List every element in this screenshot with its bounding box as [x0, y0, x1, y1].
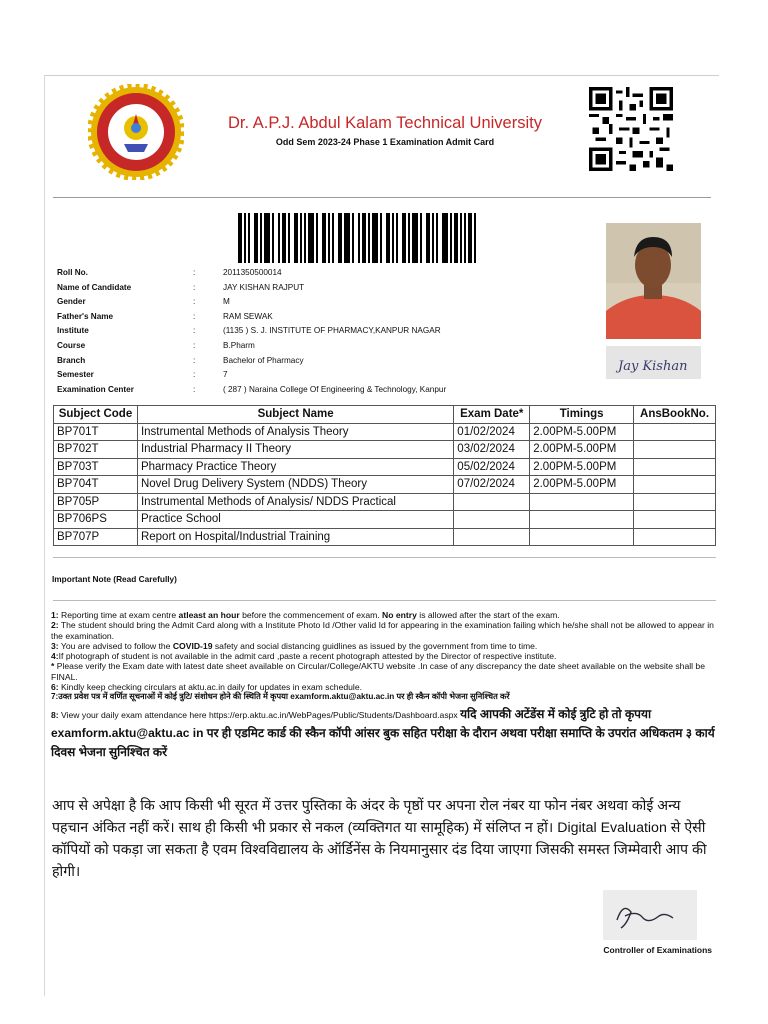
exam-date-cell: 03/02/2024 [454, 441, 530, 459]
table-row [54, 511, 716, 529]
subject-code-cell: BP706PS [54, 511, 138, 529]
candidate-details [57, 266, 597, 397]
note-6: 6: Kindly keep checking circulars at aktu.ac.in daily for updates in exam schedule. [51, 682, 362, 693]
timings-cell: 2.00PM-5.00PM [530, 476, 634, 494]
timings-cell [530, 528, 634, 546]
detail-separator: : [193, 384, 196, 394]
important-note-heading: Important Note (Read Carefully) [52, 574, 177, 584]
header-subject-code: Subject Code [54, 406, 138, 424]
detail-course [57, 339, 597, 354]
detail-institute [57, 324, 597, 339]
candidate-signature-text: Jay Kishan [618, 359, 688, 374]
detail-separator: : [193, 340, 196, 350]
timings-cell [530, 511, 634, 529]
ansbook-cell [634, 458, 716, 476]
hindi-instruction-paragraph: आप से अपेक्षा है कि आप किसी भी सूरत में उत्तर पुस्तिका के अंदर के पृष्ठों पर अपना रोल नंबर या फोन नंबर अथवा कोई अन्य पहचान अंकित नहीं करें। साथ ही किसी भी प्रकार से नकल (व्यक्तिगत या सामूहिक) में संलिप्त न हों। Digital Evaluation से ऐसी कॉपियों को पकड़ा जा सकता है एवम विश्वविद्यालय के ऑर्डिनेंस के नियमानुसार दंड दिया जाएगा जिसकी समस्त जिम्मेवारी आप की होगी। [52, 798, 707, 880]
timings-cell: 2.00PM-5.00PM [530, 458, 634, 476]
subject-code-cell: BP703T [54, 458, 138, 476]
detail-label: Gender [57, 297, 86, 307]
subject-name-cell: Practice School [137, 511, 453, 529]
table-row [54, 441, 716, 459]
detail-value: 7 [223, 370, 228, 380]
subject-name-cell: Novel Drug Delivery System (NDDS) Theory [137, 476, 453, 494]
detail-label: Course [57, 340, 86, 350]
table-row [54, 458, 716, 476]
subject-code-cell: BP702T [54, 441, 138, 459]
university-logo [88, 84, 184, 180]
exam-date-cell: 01/02/2024 [454, 423, 530, 441]
note-8: 8: View your daily exam attendance here https://erp.aktu.ac.in/WebPages/Public/Students/Dashboard.aspx यदि आपकी अटेंडेंस में कोई त्रुटि हो तो कृपया examform.aktu@aktu.ac in पर ही एडमिट कार्ड की स्कैन कॉपी आंसर बुक सहित परीक्षा के दौरान अथवा परीक्षा समाप्ति के उपरांत अधिकतम ३ कार्य दिवस भेजना सुनिश्चित करें [51, 706, 715, 759]
detail-separator: : [193, 268, 196, 277]
important-notes [51, 610, 715, 762]
exam-date-cell [454, 528, 530, 546]
detail-label: Institute [57, 326, 89, 336]
note-3: 3: You are advised to follow the COVID-19 safety and social distancing guidlines as issued by the government from time to time. [51, 640, 538, 651]
detail-value: B.Pharm [223, 340, 255, 350]
barcode [238, 213, 476, 263]
table-header-row [54, 406, 716, 424]
subject-code-cell: BP705P [54, 493, 138, 511]
detail-value: RAM SEWAK [223, 311, 273, 321]
candidate-signature [606, 346, 701, 379]
table-row [54, 476, 716, 494]
detail-separator: : [193, 297, 196, 307]
detail-separator: : [193, 282, 196, 292]
detail-exam-center [57, 383, 597, 398]
subject-code-cell: BP701T [54, 423, 138, 441]
ansbook-cell [634, 511, 716, 529]
exam-date-cell [454, 511, 530, 529]
ansbook-cell [634, 423, 716, 441]
table-divider [53, 557, 716, 558]
table-row [54, 493, 716, 511]
timings-cell [530, 493, 634, 511]
header-exam-date: Exam Date* [454, 406, 530, 424]
detail-value: ( 287 ) Naraina College Of Engineering & Technology, Kanpur [223, 384, 447, 394]
header-subject-name: Subject Name [137, 406, 453, 424]
detail-name [57, 281, 597, 296]
ansbook-cell [634, 441, 716, 459]
note-4: 4:If photograph of student is not available in the admit card ,paste a recent photograph attested by the Director of respective institute. [51, 651, 557, 662]
detail-value: JAY KISHAN RAJPUT [223, 282, 305, 292]
detail-separator: : [193, 311, 196, 321]
table-row [54, 423, 716, 441]
header-divider [53, 197, 711, 198]
detail-label: Branch [57, 355, 86, 365]
detail-label: Semester [57, 370, 94, 380]
detail-label: Roll No. [57, 268, 88, 277]
candidate-photo [606, 223, 701, 339]
admit-card-subtitle: Odd Sem 2023-24 Phase 1 Examination Admit Card [275, 137, 495, 147]
detail-gender [57, 295, 597, 310]
controller-of-examinations-label: Controller of Examinations [603, 945, 712, 955]
controller-signature [603, 890, 697, 940]
detail-value: M [223, 297, 230, 307]
subject-name-cell: Pharmacy Practice Theory [137, 458, 453, 476]
note-divider [53, 600, 716, 601]
detail-value: Bachelor of Pharmacy [223, 355, 304, 365]
subject-name-cell: Report on Hospital/Industrial Training [137, 528, 453, 546]
note-1: 1: Reporting time at exam centre atleast an hour before the commencement of exam. No entry is allowed after the start of the exam. [51, 610, 560, 620]
header-ansbook-no: AnsBookNo. [634, 406, 716, 424]
detail-label: Father's Name [57, 311, 114, 321]
note-7: 7:उक्त प्रवेश पत्र में वर्णित सूचनाओं में कोई त्रुटि/ संशोधन होने की स्थिति में कृपया examform.aktu@aktu.ac.in पर ही स्कैन कॉपी भेजना सुनिश्चित करें [51, 692, 510, 702]
detail-separator: : [193, 355, 196, 365]
exam-date-cell: 05/02/2024 [454, 458, 530, 476]
note-2: 2: The student should bring the Admit Card along with a Institute Photo Id /Other valid Id for appearing in the examination failing which he/she shall not be allowed to appear in the examination. [51, 620, 714, 641]
ansbook-cell [634, 528, 716, 546]
detail-branch [57, 354, 597, 369]
detail-label: Examination Center [57, 384, 134, 394]
detail-value: 2011350500014 [223, 268, 282, 277]
note-5: * Please verify the Exam date with latest date sheet available on Circular/College/AKTU website .In case of any discrepancy the date sheet available on the website shall be FINAL. [51, 661, 705, 682]
subject-name-cell: Industrial Pharmacy II Theory [137, 441, 453, 459]
ansbook-cell [634, 476, 716, 494]
timings-cell: 2.00PM-5.00PM [530, 441, 634, 459]
header-timings: Timings [530, 406, 634, 424]
qr-code [589, 87, 673, 171]
exam-date-cell [454, 493, 530, 511]
subject-code-cell: BP707P [54, 528, 138, 546]
timings-cell: 2.00PM-5.00PM [530, 423, 634, 441]
detail-value: (1135 ) S. J. INSTITUTE OF PHARMACY,KANPUR NAGAR [223, 326, 441, 336]
detail-label: Name of Candidate [57, 282, 132, 292]
subject-code-cell: BP704T [54, 476, 138, 494]
detail-separator: : [193, 326, 196, 336]
detail-roll-no [57, 266, 597, 281]
subject-table [53, 405, 716, 546]
subject-name-cell: Instrumental Methods of Analysis Theory [137, 423, 453, 441]
university-title: Dr. A.P.J. Abdul Kalam Technical University [228, 114, 542, 132]
detail-separator: : [193, 370, 196, 380]
exam-date-cell: 07/02/2024 [454, 476, 530, 494]
ansbook-cell [634, 493, 716, 511]
detail-semester [57, 368, 597, 383]
table-row [54, 528, 716, 546]
subject-name-cell: Instrumental Methods of Analysis/ NDDS Practical [137, 493, 453, 511]
detail-father-name [57, 310, 597, 325]
